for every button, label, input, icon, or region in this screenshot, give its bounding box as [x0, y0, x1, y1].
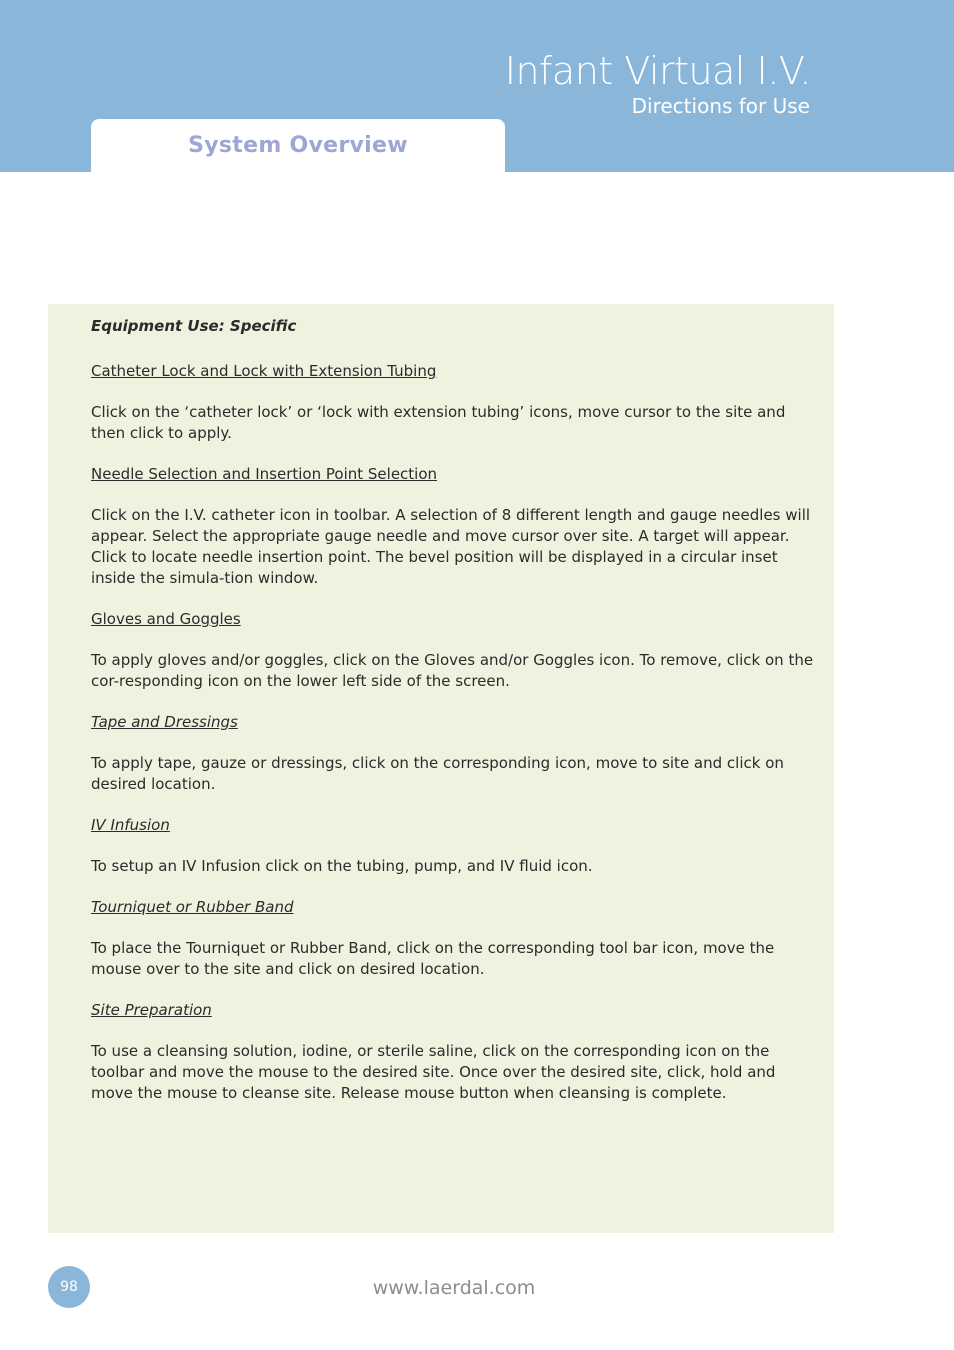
section-body-site-preparation: To use a cleansing solution, iodine, or sterile saline, click on the corresponding icon on the toolbar and move the mouse to the desired site. Once over the desired site, click, hold and move the mouse to cleanse site. Release mouse button when cleansing is complete.: [91, 1042, 776, 1102]
section-body-tourniquet: To place the Tourniquet or Rubber Band, click on the corresponding tool bar icon, move the mouse over to the site and click on desired location.: [91, 939, 775, 978]
footer-website-link[interactable]: www.laerdal.com: [372, 1277, 536, 1299]
document-title: Infant Virtual I.V.: [504, 49, 811, 93]
section-title-site-preparation: Site Preparation: [91, 1001, 212, 1019]
section-title-needle-selection: Needle Selection and Insertion Point Selection: [91, 465, 438, 483]
page-header: [0, 0, 954, 172]
section-title-tape-dressings: Tape and Dressings: [91, 713, 238, 731]
content-body: [91, 316, 817, 1124]
section-tab-label: System Overview: [188, 133, 408, 158]
content-heading: Equipment Use: Specific: [91, 317, 297, 335]
page-number-badge: 98: [48, 1266, 90, 1308]
section-body-iv-infusion: To setup an IV Infusion click on the tubing, pump, and IV fluid icon.: [91, 857, 593, 875]
section-tab: [91, 119, 505, 172]
section-body-tape-dressings: To apply tape, gauze or dressings, click on the corresponding icon, move to site and click on desired location.: [91, 754, 784, 793]
section-title-tourniquet: Tourniquet or Rubber Band: [91, 898, 294, 916]
section-title-iv-infusion: IV Infusion: [91, 816, 170, 834]
document-subtitle: Directions for Use: [631, 94, 810, 118]
section-title-gloves-goggles: Gloves and Goggles: [91, 610, 241, 628]
section-body-gloves-goggles: To apply gloves and/or goggles, click on the Gloves and/or Goggles icon. To remove, click on the cor-responding icon on the lower left side of the screen.: [91, 651, 814, 690]
content-panel: [48, 304, 834, 1233]
section-title-catheter-lock: Catheter Lock and Lock with Extension Tubing: [91, 362, 437, 380]
section-body-catheter-lock: Click on the ‘catheter lock’ or ‘lock with extension tubing’ icons, move cursor to the site and then click to apply.: [91, 403, 786, 442]
section-body-needle-selection: Click on the I.V. catheter icon in toolbar. A selection of 8 different length and gauge needles will appear. Select the appropriate gauge needle and move cursor over site. A target will appear. Click to locate needle insertion point. The bevel position will be displayed in a circular inset inside the simula-tion window.: [91, 506, 811, 587]
